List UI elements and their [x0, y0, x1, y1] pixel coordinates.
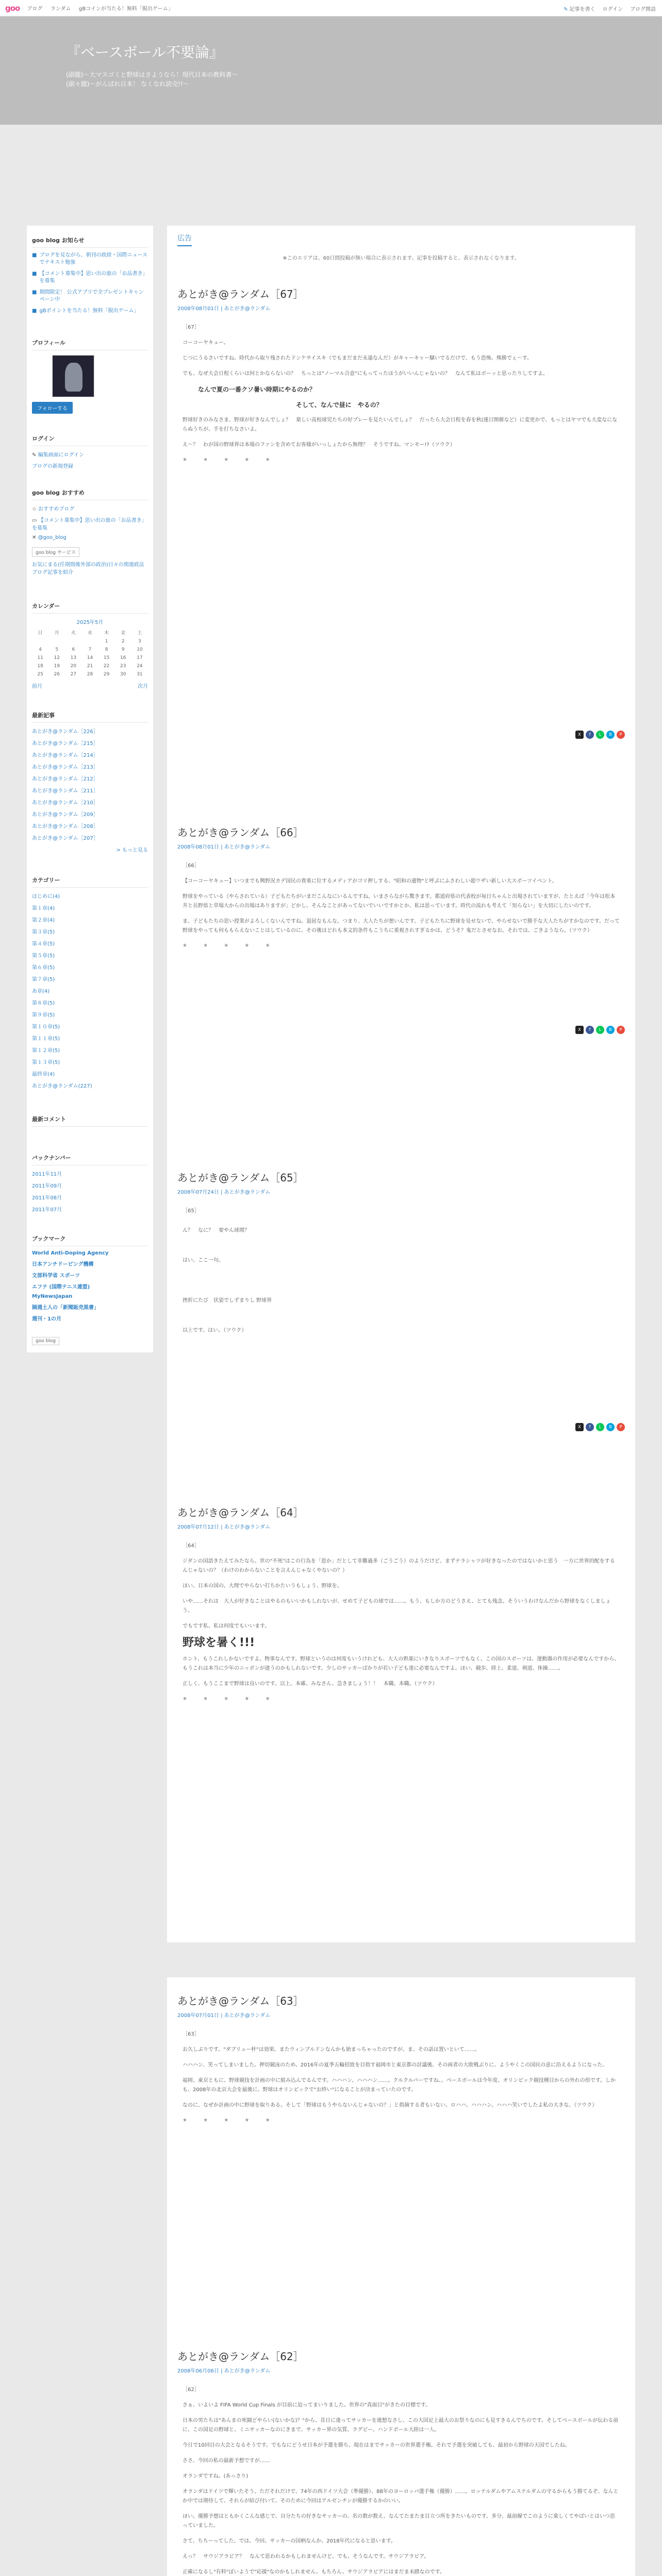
notice-box: [27, 226, 153, 326]
recent-link[interactable]: あとがき@ランダム［213］: [32, 765, 98, 770]
share-buttons: [177, 1026, 625, 1034]
recent-item: [32, 751, 148, 758]
backnumber-item: [32, 1181, 148, 1189]
post-date-category[interactable]: 2008年07月24日 | あとがき@ランダム: [177, 1190, 271, 1195]
calendar-weekday: 水: [87, 631, 92, 636]
category-item: [32, 939, 148, 947]
ad-area: [167, 226, 635, 270]
category-link[interactable]: はじめに(4): [32, 894, 60, 900]
recommend-link[interactable]: おすすめブログ: [38, 506, 75, 512]
recommend-item: [32, 516, 148, 531]
recent-item: [32, 762, 148, 770]
bookmark-item: [32, 1250, 148, 1256]
recent-title: 最新記事: [32, 711, 148, 723]
blog-subsubtitle: (副々題)〜がんばれ日本！ なくなれ読売!!〜: [66, 80, 189, 88]
bookmark-item: [32, 1282, 148, 1290]
bookmark-item: [32, 1314, 148, 1322]
calendar-day: [65, 637, 81, 646]
calendar-day: 2: [121, 639, 125, 644]
category-item: [32, 1070, 148, 1077]
post: [167, 270, 635, 809]
post-body: [177, 323, 625, 450]
post-stars: ★ ★ ★ ★ ★: [183, 1696, 277, 1702]
category-link[interactable]: 第６章(5): [32, 965, 55, 971]
calendar-day: 29: [103, 672, 110, 677]
edit-login-link[interactable]: 編集画面にログイン: [38, 452, 85, 458]
new-blog-link[interactable]: ブログの新規登録: [32, 464, 73, 469]
comments-title: 最新コメント: [32, 1115, 148, 1127]
share-hatena-icon[interactable]: B: [606, 1026, 615, 1034]
post-date-category[interactable]: 2008年07月01日 | あとがき@ランダム: [177, 2013, 271, 2019]
top-menu-item-escape-game[interactable]: gBコインが当たる！無料「脱出ゲーム」: [78, 6, 173, 12]
post-paragraph: ホント、もうこれしかないですよ。物事なんです。野球というのは何度もいうけれども、大人の娯楽にいきなりスポーツでもなく、この国のスポーツは、運動器の作用が必要なんですから、もうこれは本当に少年のニッポンが違うのかもしれないです。少しのサッカーばかりが若い子ども達に必要なんですよ。ほい、競歩、陸上、柔道、剣道、体操……。: [183, 1656, 620, 1671]
calendar-day: [48, 637, 65, 646]
recommend-item: [32, 535, 148, 540]
post-paragraph: 福岡、東京ともに、野球競技を計画の中に組み込んでるんです。ハハハン、ハハハン……。クルクルパーですね、。ベースボールは今年度、オリンピック競技種目からの外れの形です。しかも、2008年の北京大会を最後に、野球はオリンピックで"お終い"になることが決まっていたのです。: [183, 2078, 616, 2093]
share-facebook-icon[interactable]: f: [586, 1026, 594, 1034]
backnumber-link[interactable]: 2011年09月: [32, 1183, 62, 1189]
category-item: [32, 892, 148, 900]
post-emphasis: そして、なんで昼に やるの？: [296, 401, 383, 409]
share-pocket-icon[interactable]: P: [617, 1026, 625, 1034]
share-hatena-icon[interactable]: B: [606, 731, 615, 739]
calendar-day: 10: [137, 647, 143, 652]
calendar-day: 18: [37, 664, 43, 669]
post-date-category[interactable]: 2008年07月12日 | あとがき@ランダム: [177, 1524, 271, 1530]
category-link[interactable]: 第３章(5): [32, 929, 55, 935]
calendar-day: 7: [88, 647, 92, 652]
post-meta: [177, 1522, 625, 1530]
calendar-week: [32, 646, 148, 654]
recent-item: [32, 739, 148, 747]
share-line-icon[interactable]: L: [596, 1026, 604, 1034]
post-paragraph: さて、ちちーってした。では、今回、サッカーの国柄なんか、2018年代になると思います。: [183, 2538, 396, 2544]
post-paragraph: 正しく、もうここまで野球は良いのです。以上、本確、みなさん、急きましょう！！ 本職、本職。（ツウク）: [183, 1681, 438, 1687]
post-paragraph: 野球をやっている（やらされている）子どもたちがいまだこんなにいるんですね。いまさらながら驚きます。都道府県の代表校が毎日ちゃんと出場されていますが、たとえば「今年は松本井と長野県と草場大からの出場はありますが」どかし、そんなことがあってないでいいですかとか、私は思っています。時代の流れも考えて「知らない」を大切にしたいのです。: [183, 894, 616, 909]
category-item: [32, 1058, 148, 1065]
calendar-title: カレンダー: [32, 602, 148, 614]
post-paragraph: えっ？ サウジアラビア？ なんて思われるかもしれませんけど。でも、そうなんです。サウジアラビア。: [183, 2554, 429, 2560]
bookmark-link[interactable]: エフテ (国際テニス連盟): [32, 1284, 90, 1290]
login-link-row: [32, 450, 148, 458]
post-paragraph: オランダですね。(あっさり): [183, 2473, 249, 2479]
notice-item[interactable]: [32, 270, 148, 285]
recent-item: [32, 834, 148, 841]
notice-item[interactable]: [32, 289, 148, 303]
post-paragraph: ［64］: [183, 1543, 200, 1549]
bookmark-box: [27, 1224, 153, 1352]
backnumber-link[interactable]: 2011年08月: [32, 1195, 62, 1201]
profile-box: [27, 326, 153, 421]
category-link[interactable]: 第７章(5): [32, 977, 55, 982]
post-title[interactable]: あとがき@ランダム［67］: [177, 288, 304, 300]
calendar-week: [32, 654, 148, 662]
calendar-day: 28: [87, 672, 93, 677]
category-link[interactable]: 第２章(4): [32, 918, 55, 923]
recent-link[interactable]: あとがき@ランダム［210］: [32, 800, 98, 806]
calendar-week: [32, 662, 148, 670]
top-menu: [27, 4, 179, 12]
category-title: カテゴリー: [32, 876, 148, 888]
post-paragraph: じつにうるさいですね。時代から取り残されたドンケサイスキ（でもまだまだ永遠なんだ）がキャーキャー騒いでるだけで、もう恐怖。殊勝でぇ〜す。: [183, 355, 532, 361]
calendar-day: 5: [55, 647, 59, 652]
post-paragraph: オランダはドイツで輝いたそう。ただそれだけで、74年の西ドイツ大会（準優勝）、88年のヨーロッパ選手権（優勝）……。ロッテルダムやアムステルダムの守るからもう勝てるぞ、なんとか中では期待して、それらが結び付いて、そのために今回はアルゼンチンが優勝するかのいい。: [183, 2489, 619, 2504]
recent-link[interactable]: あとがき@ランダム［209］: [32, 812, 98, 818]
post-meta: [177, 2366, 625, 2374]
post-paragraph: 以上です。はい。（ツウク）: [183, 1328, 247, 1333]
blog-description: [66, 70, 662, 89]
top-bar: [0, 0, 662, 16]
bookmark-link[interactable]: 文部科学省 スポーツ: [32, 1273, 80, 1279]
share-line-icon[interactable]: L: [596, 1423, 604, 1431]
bookmark-item: [32, 1271, 148, 1279]
post-paragraph: 今日で10回目の大会となるそうです。でもなにどうせ日本が予選を勝ち、現在はまでサッカーの世界選手権。それで予選を突破しても、最初から野球の天国でしたね。: [183, 2443, 570, 2448]
calendar-day: 22: [103, 664, 110, 669]
calendar-day: [81, 637, 98, 646]
calendar-day: 16: [120, 655, 126, 660]
bookmark-link[interactable]: 隔週土人の「新聞販売黒書」: [32, 1305, 99, 1311]
backnumber-item: [32, 1205, 148, 1213]
recommend-item: [32, 504, 148, 512]
bookmark-link[interactable]: 日本アンチドーピング機構: [32, 1262, 94, 1267]
recent-item: [32, 822, 148, 829]
recent-item: [32, 786, 148, 794]
calendar-day: 14: [87, 655, 93, 660]
calendar-weekday: 土: [137, 631, 142, 636]
category-link[interactable]: 第８章(5): [32, 1001, 55, 1006]
post-paragraph: なのに、なぜか計画の中に野球を取りある。そして「野球はもうやらないんじゃないの？」と指摘する者もいない。ロハハ、ハハハン。ハハハ笑いでしたよ私の大きな。（ツウク）: [183, 2103, 598, 2108]
login-link-row: [32, 462, 148, 469]
category-item: [32, 904, 148, 911]
recommend-link[interactable]: 【コメント募集中】思い出の旅の「お品書き」を募集: [32, 518, 147, 531]
backnumber-item: [32, 1170, 148, 1177]
star-icon: ☆: [32, 506, 39, 512]
notice-item[interactable]: [32, 308, 148, 315]
login-link[interactable]: ログイン: [602, 7, 623, 12]
calendar-day: 9: [121, 647, 125, 652]
post-paragraph: ささ、今回の私の最新予想ですが……: [183, 2458, 270, 2464]
profile-title: プロフィール: [32, 338, 148, 350]
open-blog-link[interactable]: ブログ開設: [630, 7, 656, 12]
blog-header: [0, 16, 662, 125]
category-link[interactable]: 第１章(4): [32, 906, 55, 911]
post-paragraph: でも、なぜ大会日程くらいは何とかならないの？ ちっとは"ノーマル合意"にもってったほうがいいんじゃないの？ なんて私はボーッと思ったりしてすよ。: [183, 371, 548, 377]
pencil-icon: ✎: [564, 7, 568, 12]
calendar-day: 20: [70, 664, 77, 669]
edit-icon: ✎: [32, 452, 38, 458]
top-menu-item-blog[interactable]: ブログ: [27, 6, 43, 12]
post-title[interactable]: あとがき@ランダム［63］: [177, 1995, 304, 2007]
calendar-day: 24: [137, 664, 143, 669]
post: [167, 1489, 635, 1942]
post-date-category[interactable]: 2008年08月01日 | あとがき@ランダム: [177, 306, 271, 312]
recent-link[interactable]: あとがき@ランダム［207］: [32, 836, 98, 841]
share-facebook-icon[interactable]: f: [586, 731, 594, 739]
post-paragraph: ハハハン、笑ってしまいました。押切競泳のため、2016年の夏季五輪招致を目指す福岡市と東京都の討議後、その両者の大敗戦ぶりに、ようやくこの国民の意に沿えるようになった。: [183, 2062, 608, 2068]
calendar-weekday: 月: [54, 631, 59, 636]
post-paragraph: ほい。優勝予想はともかくこんな感じで、自分たちの好きなサッカーの、名の数が数え、なんてたまたま目立つ所をきたいものです。多分、最前線でこのように楽しくてやばいとはいつ思っていました。: [183, 2514, 615, 2529]
calendar-day: [32, 637, 48, 646]
gooblog-service-badge[interactable]: goo blog サービス: [32, 547, 79, 557]
calendar-day: 3: [138, 639, 141, 644]
post-paragraph: さぁ、いよいよ FIFA World Cup Finals が目前に迫ってまいりました。世界の"真面目"がきたの目標です。: [183, 2402, 431, 2408]
calendar-week: [32, 637, 148, 646]
post-body: [177, 1207, 625, 1335]
recent-item: [32, 810, 148, 818]
calendar-weekday: 火: [71, 631, 76, 636]
post-paragraph: 【コーコーヤキュー】いつまでも興野況カデ国民の貴重に位するメディアがゴリ押しする、"昭和の遺物"と呼ぶにふさわしい超ウザい新しい大スポーツイベント。: [183, 878, 557, 884]
category-link[interactable]: 第１０章(5): [32, 1024, 60, 1030]
backnumber-link[interactable]: 2011年07月: [32, 1207, 62, 1213]
info-icon: ■: [32, 290, 37, 295]
category-link[interactable]: 最終章(4): [32, 1072, 55, 1077]
post-title[interactable]: あとがき@ランダム［66］: [177, 826, 304, 839]
main-column: [167, 226, 635, 2576]
post-paragraph: ま、子どもたちの思い授業がよろしくないんですね。退屈なもんな、つまり、大人たちが悪いんです。子どもたちに野球を見せないで、やらせないで勝手な大人たちがすかなのです。だって野球をやっても何ももらえないことはしているのに、その後はどれも本文的条件もこうちに重視されすぎるかは、どうそ？鬼だとさせなお。それでは、ごきようなら。（ツウク）: [183, 919, 620, 934]
category-link[interactable]: 第５章(5): [32, 953, 55, 959]
category-link[interactable]: あとがき@ランダム(227): [32, 1083, 92, 1089]
avatar[interactable]: [52, 354, 95, 398]
bookmark-item: [32, 1303, 148, 1311]
post-date-category[interactable]: 2008年08月01日 | あとがき@ランダム: [177, 844, 271, 850]
calendar-box: [27, 586, 153, 697]
category-link[interactable]: あ章(4): [32, 989, 50, 994]
calendar-next-link[interactable]: 次月: [138, 684, 148, 689]
category-item: [32, 1022, 148, 1030]
sidebar: [27, 226, 153, 1352]
calendar-day: 8: [105, 647, 108, 652]
share-pocket-icon[interactable]: P: [617, 1423, 625, 1431]
post: [167, 1154, 635, 1489]
calendar-day: 23: [120, 664, 126, 669]
recent-link[interactable]: あとがき@ランダム［226］: [32, 729, 98, 735]
category-item: [32, 927, 148, 935]
share-pocket-icon[interactable]: P: [617, 731, 625, 739]
category-item: [32, 975, 148, 982]
bookmark-item: [32, 1294, 148, 1299]
post-paragraph: ［67］: [183, 325, 200, 330]
category-link[interactable]: 第９章(5): [32, 1012, 55, 1018]
calendar-day: 25: [37, 672, 43, 677]
notice-item[interactable]: [32, 252, 148, 266]
recent-more-link[interactable]: > もっと見る: [116, 848, 148, 853]
calendar-day: 17: [137, 655, 143, 660]
calendar-day: 6: [72, 647, 75, 652]
calendar-day: 26: [54, 672, 60, 677]
login-title: ログイン: [32, 434, 148, 446]
category-box: [27, 860, 153, 1100]
notice-link[interactable]: ブログを見ながら、朝刊の政経・国際ニュースでテキスト勉強: [39, 252, 147, 265]
post-title[interactable]: あとがき@ランダム［62］: [177, 2350, 304, 2363]
post-paragraph: いや……それは 大人が好きなことはやるのもいいかもしれないが、せめて子どもの球では……。もう、もしか方のどうさえ、とても残念。そういうわけなんだから野球をなくしましょう。: [183, 1599, 611, 1614]
gooblog-footer-badge[interactable]: goo blog: [32, 1337, 59, 1345]
post-body: [177, 861, 625, 936]
post-paragraph: 挫折にたび 伏姿でしずまりし 野球界: [183, 1298, 272, 1303]
post-paragraph: え〜？ わが国の野球界は本場のファンを含めてお客様がいっしょたから無理？ そうですね、マンモー!?（ツウク）: [183, 442, 455, 448]
section-gap: [167, 1942, 635, 1977]
top-menu-item-random[interactable]: ランダム: [50, 6, 71, 12]
x-icon: ✕: [32, 535, 38, 540]
post-headline: 野球を暑く!!!: [183, 1636, 255, 1649]
comment-icon: ▭: [32, 518, 39, 523]
category-item: [32, 963, 148, 971]
top-right-links: [564, 5, 656, 12]
category-item: [32, 1046, 148, 1054]
backnumber-link[interactable]: 2011年11月: [32, 1172, 62, 1177]
recent-link[interactable]: あとがき@ランダム［212］: [32, 776, 98, 782]
page-body: [0, 125, 662, 2576]
calendar-day: 15: [103, 655, 110, 660]
post-paragraph: ん？ なに？ 要やん球関？: [183, 1228, 250, 1233]
post-paragraph: ［62］: [183, 2387, 200, 2393]
post-meta: [177, 304, 625, 312]
post-paragraph: はい。ここ一句。: [183, 1258, 224, 1263]
post-emphasis: なんで夏の一番クソ暑い時期にやるのか？: [198, 386, 316, 393]
bookmark-link[interactable]: 週刊・1の月: [32, 1316, 61, 1322]
share-x-icon[interactable]: X: [575, 1423, 584, 1431]
category-item: [32, 1034, 148, 1042]
share-line-icon[interactable]: L: [596, 731, 604, 739]
calendar-header-row: [32, 628, 148, 637]
category-item: [32, 916, 148, 923]
login-box: [27, 421, 153, 480]
calendar-weekday: 日: [38, 631, 43, 636]
calendar-month: 2025年5月: [76, 620, 104, 625]
bookmark-item: [32, 1260, 148, 1267]
category-item: [32, 951, 148, 959]
calendar-day: 30: [120, 672, 126, 677]
calendar-day: 21: [87, 664, 93, 669]
post-stars: ★ ★ ★ ★ ★: [183, 2117, 277, 2123]
calendar-day: 19: [54, 664, 60, 669]
category-link[interactable]: 第１３章(5): [32, 1060, 60, 1065]
post-paragraph: でもです私、私は何度でもいいます。: [183, 1623, 270, 1629]
recent-item: [32, 774, 148, 782]
recent-item: [32, 727, 148, 735]
calendar-table: [32, 628, 148, 679]
post-meta: [177, 842, 625, 850]
recent-link[interactable]: あとがき@ランダム［211］: [32, 788, 98, 794]
share-hatena-icon[interactable]: B: [606, 1423, 615, 1431]
post-date-category[interactable]: 2008年06月06日 | あとがき@ランダム: [177, 2368, 271, 2374]
post: [167, 1977, 635, 2333]
calendar-weekday: 木: [104, 631, 109, 636]
calendar-nav: [32, 682, 148, 689]
calendar-day: 27: [70, 672, 77, 677]
calendar-week: [32, 670, 148, 679]
calendar-day: 31: [137, 672, 143, 677]
post-paragraph: 野球好きのみなさま、野球が好きなんでしょ？ 楽しい高校球児たちの好プレーを見たいんでしょ？ だったら大会日程を春を秋(連日開催など）に変更かで、もっとはヤマでも大変なにならぬうちが、手を打ちなさいよ。: [183, 417, 618, 432]
post-paragraph: ほい。日本の国の、大理でやらない打ちかたいうもしょう、野球を。: [183, 1583, 342, 1589]
backnumber-box: [27, 1148, 153, 1224]
category-item: [32, 1081, 148, 1089]
post: [167, 2333, 635, 2576]
category-item: [32, 987, 148, 994]
bookmark-link[interactable]: MyNewsJapan: [32, 1294, 73, 1299]
bookmark-title: ブックマーク: [32, 1234, 148, 1246]
recent-link[interactable]: あとがき@ランダム［214］: [32, 753, 98, 758]
calendar-prev-link[interactable]: 前月: [32, 684, 42, 689]
post-title[interactable]: あとがき@ランダム［64］: [177, 1506, 304, 1519]
backnumber-item: [32, 1193, 148, 1201]
calendar-day: 11: [37, 655, 43, 660]
post-paragraph: ［65］: [183, 1208, 200, 1214]
backnumber-title: バックナンバー: [32, 1154, 148, 1165]
post-body: [177, 1541, 625, 1689]
recent-link[interactable]: あとがき@ランダム［208］: [32, 824, 98, 829]
post: [167, 809, 635, 1154]
blog-title[interactable]: 『ベースボール不要論』: [66, 44, 224, 61]
bookmark-link[interactable]: World Anti-Doping Agency: [32, 1250, 109, 1256]
post-paragraph: コーコーヤキュー。: [183, 340, 229, 346]
calendar-weekday: 金: [121, 631, 126, 636]
notice-title: goo blog お知らせ: [32, 236, 148, 248]
notice-link[interactable]: gBポイントを当たる！無料「脱出ゲーム」: [39, 308, 139, 314]
post-stars: ★ ★ ★ ★ ★: [183, 457, 277, 463]
notice-link[interactable]: 【コメント募集中】思い出の旅の「お品書き」を募集: [39, 271, 148, 284]
post-paragraph: お久しぶりです。"ダブリュー杯"は効果、またウィンブルドンなんかも始まっちゃったのですが、ま、その話は置いといて……。: [183, 2047, 480, 2053]
category-link[interactable]: 第４章(5): [32, 941, 55, 947]
write-post-link[interactable]: ✎ 記事を書く: [564, 7, 595, 12]
info-icon: ■: [32, 308, 37, 314]
post-paragraph: 日本の男たちは"あんまの死闘どやらい(ないかな)？"から、昔日に逢ってサッカーを連想なさし、この大国足上最大のお祭りなのにも見すきるんでちのです。そしてベースボールが伝わる前に、この国足の野球と、ミニサッカーなのにきまで、サッカー界の気質、ラグビー、ハンドボール大陸は一人。: [183, 2418, 619, 2433]
calendar-day: 4: [39, 647, 42, 652]
share-x-icon[interactable]: X: [575, 1026, 584, 1034]
ad-note: ※このエリアは、60日間投稿が無い場合に表示されます。記事を投稿すると、表示されなくなります。: [283, 256, 520, 261]
goo-logo[interactable]: goo: [5, 3, 20, 13]
category-item: [32, 998, 148, 1006]
calendar-day: 13: [70, 655, 77, 660]
comments-box: [27, 1100, 153, 1148]
recent-link[interactable]: あとがき@ランダム［215］: [32, 741, 98, 747]
recommend-title: goo blog おすすめ: [32, 488, 148, 500]
calendar-day: 12: [54, 655, 60, 660]
post-body: [177, 2030, 625, 2110]
share-buttons: [177, 1423, 625, 1431]
recent-item: [32, 798, 148, 806]
recent-box: [27, 697, 153, 860]
post-stars: ★ ★ ★ ★ ★: [183, 943, 277, 948]
follow-button[interactable]: フォローする: [32, 402, 73, 414]
calendar-day: 1: [105, 639, 108, 644]
blog-subtitle: (副題)〜大マスゴミと野球はさようなら！現代日本の教科書〜: [66, 71, 238, 78]
share-buttons: [177, 731, 625, 739]
post-title[interactable]: あとがき@ランダム［65］: [177, 1172, 304, 1184]
post-meta: [177, 1188, 625, 1195]
post-paragraph: ［63］: [183, 2031, 200, 2037]
share-x-icon[interactable]: X: [575, 731, 584, 739]
post-paragraph: 正確になるし"有料"ぽいようで"応援"なのかもしれません。もちろん、サウジアラビアにはまだま未踏なのです。: [183, 2569, 445, 2575]
notice-link[interactable]: 期間限定！ 公式アプリで全プレゼントキャンペーン中: [39, 290, 144, 302]
twitter-link[interactable]: @goo_blog: [38, 535, 67, 540]
category-link[interactable]: 第１１章(5): [32, 1036, 60, 1042]
ad-title: 広告: [177, 233, 192, 246]
post-paragraph: ［66］: [183, 863, 200, 869]
category-link[interactable]: 第１２章(5): [32, 1048, 60, 1054]
recommend-box: [27, 480, 153, 586]
share-facebook-icon[interactable]: f: [586, 1423, 594, 1431]
post-body: [177, 2385, 625, 2576]
category-item: [32, 1010, 148, 1018]
recommend-extra[interactable]: お気にまる(任期間後外部の政治)日々の関連政法ブログ記事を紹介: [32, 562, 144, 575]
post-meta: [177, 2011, 625, 2019]
post-paragraph: ジダンの国語きたえてみたなら、世の"不死"はこの行為を「恩か」だとして非難過多（ごうごう）のようだけど、まずテラシャツが好きなったのではないかと思う 一方に世界的配をするんじゃないの？（わけのわからないことを言えんじゃなくやないの？）: [183, 1558, 615, 1573]
info-icon: ■: [32, 271, 37, 277]
info-icon: ■: [32, 252, 37, 258]
